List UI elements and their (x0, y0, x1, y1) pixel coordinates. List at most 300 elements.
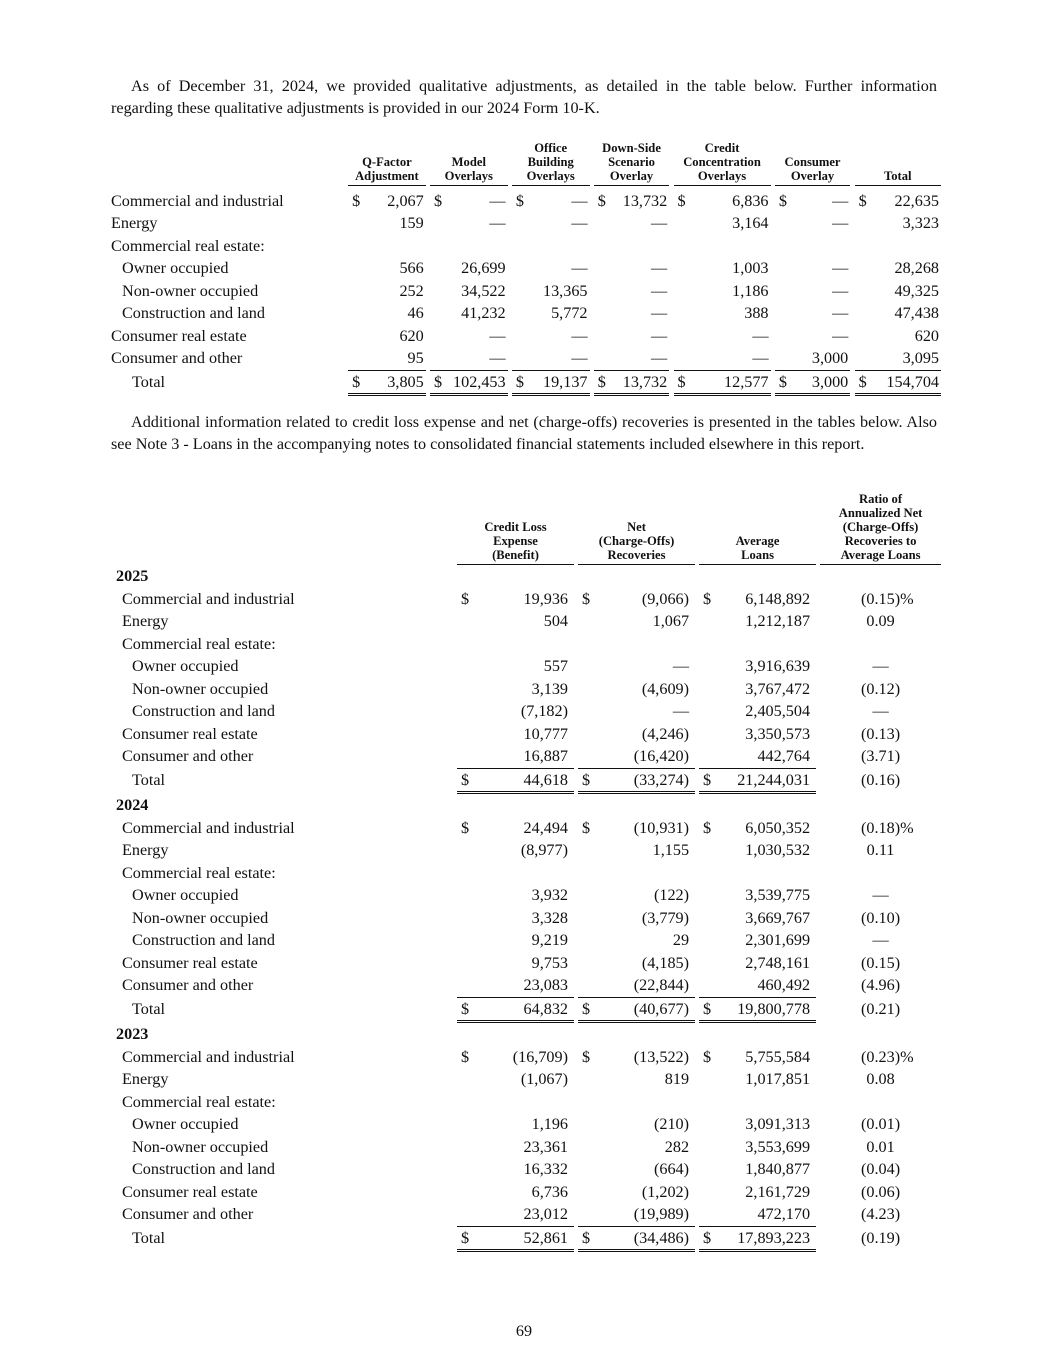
t2-cell-value: 52,861 (477, 1226, 574, 1251)
t2-currency: $ (582, 589, 591, 608)
t2-ratio-cell (820, 633, 941, 656)
t1-currency (512, 347, 534, 370)
t1-currency: $ (430, 370, 452, 395)
t2-cell-value: (7,182) (520, 702, 569, 720)
t2-currency (457, 862, 477, 885)
t2-row-label: Consumer and other (122, 747, 254, 766)
intro-paragraph: As of December 31, 2024, we provided qualitative adjustments, as detailed in the table below. Further information regarding these qualitative adjustments is provided in our 2024 Form 10-K. (111, 77, 937, 117)
t1-currency (775, 257, 797, 280)
t1-cell-value: — (752, 326, 769, 345)
t1-header-line: Overlays (697, 169, 747, 183)
t1-cell-value: — (832, 326, 849, 345)
t2-row-label: Consumer and other (122, 1205, 254, 1224)
t2-currency (578, 884, 598, 907)
t2-year-label: 2024 (116, 796, 149, 814)
t1-header-q-factor-adjustment (348, 141, 426, 186)
t2-ratio-cell (820, 610, 941, 633)
t2-row-non-owner-occupied (111, 678, 941, 701)
t2-header-line: Average Loans (840, 548, 921, 562)
t1-cell-value: 620 (914, 326, 939, 345)
t1-header-line: Consumer (784, 155, 841, 169)
t2-currency: $ (578, 1226, 598, 1251)
t2-currency (699, 745, 719, 768)
t2-header-ratio-of-annualized-net-charge-offs-recoveries-to-average-loans (820, 492, 941, 565)
t1-cell-value: 22,635 (894, 191, 939, 210)
t1-cell-value: — (651, 214, 668, 232)
t2-ratio-cell (820, 588, 941, 611)
t2-row-construction-and-land (111, 929, 941, 952)
t2-currency (578, 655, 598, 678)
t2-currency: $ (699, 768, 719, 793)
t2-cell-value: 1,196 (531, 1115, 569, 1133)
t1-cell-value: 13,732 (615, 370, 669, 395)
t2-ratio-cell (820, 1226, 941, 1251)
t2-cell-value: (9,066) (641, 589, 690, 608)
t1-currency (348, 212, 370, 235)
t1-cell-value: 388 (744, 304, 769, 322)
t2-ratio-cell (820, 884, 941, 907)
t1-header-line: Overlay (790, 169, 835, 183)
t2-currency (578, 1158, 598, 1181)
t2-row-owner-occupied (111, 655, 941, 678)
t2-row-non-owner-occupied (111, 1136, 941, 1159)
t1-cell-value (876, 235, 941, 258)
t2-header-line: Credit Loss (484, 520, 547, 534)
t2-ratio-value: 0.01 (866, 1137, 895, 1156)
t2-cell-value: 21,244,031 (719, 768, 816, 793)
t1-header-model-overlays (430, 141, 508, 186)
t1-row-label: Construction and land (122, 304, 265, 322)
t1-currency (594, 257, 616, 280)
t1-cell-value: 47,438 (894, 304, 939, 322)
t1-currency (348, 235, 370, 258)
t1-currency: $ (597, 191, 606, 210)
t1-currency (348, 280, 370, 303)
t2-currency: $ (703, 818, 712, 837)
t2-cell-value: 2,748,161 (745, 953, 811, 972)
t1-cell-value: — (832, 214, 849, 232)
t1-currency: $ (775, 370, 797, 395)
t1-cell-value (796, 235, 850, 258)
t2-currency (699, 1113, 719, 1136)
t2-cell-value: 16,332 (523, 1160, 569, 1178)
t2-cell-value: (4,246) (641, 724, 690, 743)
t2-row-label: Commercial and industrial (122, 1047, 295, 1066)
t1-row-label: Commercial real estate: (111, 236, 265, 255)
t1-cell-value: 12,577 (695, 370, 770, 395)
t2-ratio-cell (820, 1158, 941, 1181)
t2-currency (578, 678, 598, 701)
t2-currency: $ (703, 1047, 712, 1066)
t1-currency (430, 212, 452, 235)
t2-header-line: Recoveries (607, 548, 666, 562)
t2-row-commercial-and-industrial (111, 588, 941, 611)
t1-currency (775, 280, 797, 303)
t2-ratio-value: (0.18) (860, 818, 901, 837)
t2-row-consumer-and-other (111, 974, 941, 997)
t2-cell-value: (122) (653, 886, 690, 904)
t2-row-consumer-real-estate (111, 1181, 941, 1204)
t2-currency: $ (457, 997, 477, 1022)
t1-currency (674, 212, 696, 235)
t1-currency (512, 212, 534, 235)
t2-ratio-value: — (872, 931, 889, 949)
t2-cell-value: 504 (543, 612, 569, 630)
t1-currency (594, 280, 616, 303)
qualitative-adjustments-table (111, 141, 941, 396)
t1-header-line: Total (884, 169, 912, 183)
t2-row-label: Commercial and industrial (122, 818, 295, 837)
t2-cell-value: 1,017,851 (745, 1070, 811, 1088)
t2-cell-value: (33,274) (598, 768, 695, 793)
t2-ratio-value: (0.23) (860, 1047, 901, 1066)
t1-row-commercial-real-estate (111, 235, 941, 258)
t2-ratio-cell (820, 997, 941, 1022)
t2-cell-value: (664) (653, 1160, 690, 1178)
t2-currency: $ (582, 1047, 591, 1066)
t2-header-line: Expense (493, 534, 538, 548)
t1-cell-value (615, 235, 669, 258)
t1-currency (348, 325, 370, 348)
t2-currency (457, 952, 477, 975)
t2-cell-value: 10,777 (523, 724, 569, 743)
t2-cell-value: 3,916,639 (745, 657, 811, 675)
t1-currency (775, 302, 797, 325)
t1-currency (594, 212, 616, 235)
t1-cell-value: 34,522 (461, 281, 506, 300)
t2-currency (699, 723, 719, 746)
t1-cell-value: — (571, 214, 588, 232)
t2-cell-value: (4,609) (641, 679, 690, 698)
t2-row-label: Owner occupied (132, 1115, 239, 1133)
t2-currency (699, 929, 719, 952)
t1-cell-value: — (651, 326, 668, 345)
t1-cell-value: 28,268 (894, 259, 939, 277)
t1-cell-value: 46 (407, 304, 424, 322)
t2-ratio-cell (820, 952, 941, 975)
t2-ratio-percent: % (900, 1047, 914, 1066)
t1-cell-value: — (489, 191, 506, 210)
t2-currency (457, 974, 477, 997)
t2-header-line: (Charge-Offs) (842, 520, 919, 534)
t1-cell-value: — (533, 347, 589, 370)
t2-row-energy (111, 839, 941, 862)
t2-currency (699, 862, 719, 885)
t1-row-label: Non-owner occupied (122, 281, 259, 300)
t2-cell-value: 472,170 (719, 1203, 816, 1226)
t1-currency (775, 325, 797, 348)
t2-currency (699, 952, 719, 975)
t1-cell-value: 3,000 (796, 347, 850, 370)
t2-header-line: (Charge-Offs) (598, 534, 675, 548)
t2-ratio-cell (820, 974, 941, 997)
t2-header-net-charge-offs-recoveries (578, 492, 695, 565)
t2-cell-value: 6,736 (531, 1182, 569, 1201)
t1-currency (674, 257, 696, 280)
t1-cell-value: 19,137 (533, 370, 589, 395)
t1-currency (430, 347, 452, 370)
t1-currency: $ (352, 191, 361, 210)
t2-cell-value: 9,753 (531, 953, 569, 972)
t1-currency (430, 325, 452, 348)
t1-row-label: Energy (111, 214, 158, 232)
t1-currency (855, 302, 877, 325)
t2-cell-value: 460,492 (719, 974, 816, 997)
t2-year-label: 2025 (116, 567, 149, 585)
t2-cell-value: 2,301,699 (745, 931, 811, 949)
t1-cell-value: 252 (399, 281, 424, 300)
t2-currency (457, 610, 477, 633)
t2-currency: $ (457, 1226, 477, 1251)
t2-cell-value: 3,767,472 (745, 679, 811, 698)
t1-header-line: Building (527, 155, 574, 169)
t2-row-owner-occupied (111, 1113, 941, 1136)
t2-row-owner-occupied (111, 884, 941, 907)
t2-ratio-value: 0.08 (866, 1070, 895, 1088)
t2-ratio-cell (820, 745, 941, 768)
t2-cell-value: 2,405,504 (745, 702, 811, 720)
t1-cell-value: — (651, 304, 668, 322)
t2-ratio-value: (0.16) (860, 771, 901, 789)
t1-cell-value: — (651, 281, 668, 300)
t2-cell-value: 6,148,892 (745, 589, 811, 608)
t2-cell-value: — (672, 702, 690, 720)
t1-currency: $ (855, 370, 877, 395)
t1-currency: $ (434, 191, 443, 210)
t1-currency (855, 280, 877, 303)
t2-currency: $ (461, 818, 470, 837)
t1-currency (775, 212, 797, 235)
t2-cell-value: 3,553,699 (745, 1137, 811, 1156)
t2-row-total (111, 997, 941, 1022)
t2-currency (699, 678, 719, 701)
t1-currency (855, 325, 877, 348)
t1-currency: $ (515, 191, 524, 210)
t2-header-line: (Benefit) (492, 548, 539, 562)
t2-currency (457, 633, 477, 656)
t2-currency (578, 1181, 598, 1204)
t2-row-total (111, 768, 941, 793)
t2-currency (457, 700, 477, 723)
t2-ratio-value: (0.10) (860, 908, 901, 927)
t2-cell-value: 3,139 (531, 679, 569, 698)
t2-row-label: Commercial real estate: (122, 1092, 276, 1111)
t2-ratio-cell (820, 768, 941, 793)
t2-currency (457, 1203, 477, 1226)
t1-cell-value: — (571, 259, 588, 277)
t1-header-line: Overlays (444, 169, 493, 183)
t2-header-line: Annualized Net (838, 506, 923, 520)
t2-ratio-value: (4.23) (860, 1205, 901, 1224)
t2-ratio-cell (820, 862, 941, 885)
t2-ratio-percent: % (900, 589, 914, 608)
t2-cell-value: 819 (664, 1070, 690, 1088)
t1-currency (674, 302, 696, 325)
t2-currency (699, 839, 719, 862)
t2-cell-value: (34,486) (598, 1226, 695, 1251)
t2-row-label: Construction and land (132, 1160, 275, 1178)
t2-cell-value: 64,832 (477, 997, 574, 1022)
t2-row-label: Total (132, 1229, 166, 1247)
t2-row-energy (111, 1068, 941, 1091)
t1-row-label: Commercial and industrial (111, 191, 284, 210)
t2-cell-value: 3,350,573 (745, 724, 811, 743)
t2-ratio-value: (0.12) (860, 679, 901, 698)
t2-row-construction-and-land (111, 700, 941, 723)
t2-currency (457, 678, 477, 701)
t1-currency (348, 302, 370, 325)
t2-row-non-owner-occupied (111, 907, 941, 930)
t1-row-consumer-real-estate (111, 325, 941, 348)
t1-cell-value: 13,732 (622, 191, 668, 210)
t2-ratio-cell (820, 655, 941, 678)
t2-cell-value: (10,931) (633, 818, 690, 837)
t2-cell-value: 1,155 (652, 841, 690, 859)
t1-cell-value: 2,067 (387, 191, 424, 210)
t2-cell-value: 17,893,223 (719, 1226, 816, 1251)
t2-ratio-cell (820, 839, 941, 862)
t1-header-line: Overlay (609, 169, 654, 183)
t2-currency (578, 1068, 598, 1091)
t2-cell-value: 23,361 (523, 1137, 569, 1156)
t1-currency: $ (512, 370, 534, 395)
t1-row-commercial-and-industrial (111, 190, 941, 213)
t2-cell-value (477, 1091, 574, 1114)
t2-ratio-cell (820, 700, 941, 723)
t2-row-consumer-and-other (111, 745, 941, 768)
t1-cell-value: 1,186 (732, 281, 769, 300)
t2-row-label: Energy (122, 1070, 169, 1088)
t2-row-label: Consumer real estate (122, 953, 258, 972)
t1-cell-value: — (651, 259, 668, 277)
t2-ratio-cell (820, 1136, 941, 1159)
t2-cell-value: (13,522) (633, 1047, 690, 1066)
t1-cell-value: — (832, 259, 849, 277)
t2-header-credit-loss-expense-benefit (457, 492, 574, 565)
t2-currency (699, 907, 719, 930)
t1-currency (775, 235, 797, 258)
t2-cell-value: 29 (672, 931, 690, 949)
t2-cell-value: (1,202) (641, 1182, 690, 1201)
t2-currency: $ (699, 1226, 719, 1251)
t1-cell-value: 159 (399, 214, 424, 232)
t1-row-label: Consumer and other (111, 349, 243, 368)
t2-currency (578, 862, 598, 885)
t1-row-label: Consumer real estate (111, 326, 247, 345)
t1-currency (674, 235, 696, 258)
t1-cell-value: — (832, 281, 849, 300)
t2-currency: $ (461, 1047, 470, 1066)
t2-cell-value: 282 (664, 1137, 690, 1156)
t1-row-label: Total (132, 373, 166, 391)
t2-row-label: Construction and land (132, 702, 275, 720)
t2-year-row-2023 (111, 1022, 941, 1046)
t2-currency: $ (578, 997, 598, 1022)
t2-ratio-cell (820, 1113, 941, 1136)
t2-ratio-value: (4.96) (860, 976, 901, 995)
t1-cell-value (695, 235, 770, 258)
t1-row-label: Owner occupied (122, 259, 229, 277)
t2-ratio-cell (820, 1046, 941, 1069)
t1-currency (855, 235, 877, 258)
t2-row-label: Consumer real estate (122, 1182, 258, 1201)
t2-cell-value: — (672, 657, 690, 675)
t1-cell-value: 3,000 (796, 370, 850, 395)
t1-currency (674, 325, 696, 348)
t2-currency: $ (699, 997, 719, 1022)
t2-currency (457, 884, 477, 907)
t2-ratio-cell (820, 678, 941, 701)
t2-currency (578, 839, 598, 862)
t1-cell-value: — (695, 347, 770, 370)
t2-cell-value: 19,936 (523, 589, 569, 608)
t2-currency (578, 1113, 598, 1136)
t2-cell-value (477, 633, 574, 656)
t2-row-consumer-and-other (111, 1203, 941, 1226)
t2-cell-value: 9,219 (531, 931, 569, 949)
t1-currency (674, 280, 696, 303)
t2-ratio-cell (820, 723, 941, 746)
t1-currency (512, 280, 534, 303)
t2-header-line: Ratio of (859, 492, 903, 506)
t2-currency (578, 1091, 598, 1114)
t2-currency (457, 1091, 477, 1114)
t2-currency: $ (457, 768, 477, 793)
t2-currency (699, 633, 719, 656)
t1-header-line: Concentration (683, 155, 761, 169)
t2-ratio-value: — (872, 886, 889, 904)
t1-currency: $ (858, 191, 867, 210)
t1-cell-value: 566 (399, 259, 424, 277)
t2-cell-value: 23,083 (477, 974, 574, 997)
t1-header-line: Adjustment (355, 169, 419, 183)
t1-header-line: Down-Side (602, 141, 661, 155)
t2-header-line: Recoveries to (844, 534, 917, 548)
t2-cell-value: 1,030,532 (745, 841, 811, 859)
t1-cell-value: 26,699 (461, 259, 506, 277)
t1-currency (855, 212, 877, 235)
t2-header-row (111, 492, 941, 565)
t1-cell-value: — (571, 191, 588, 210)
t2-ratio-value: 0.11 (866, 841, 895, 859)
t1-currency (674, 347, 696, 370)
t2-row-label: Consumer real estate (122, 724, 258, 743)
t1-cell-value: 41,232 (461, 304, 506, 322)
t2-row-label: Consumer and other (122, 976, 254, 995)
t2-row-label: Energy (122, 841, 169, 859)
t1-cell-value: — (832, 304, 849, 322)
t2-row-commercial-and-industrial (111, 1046, 941, 1069)
t2-currency (457, 907, 477, 930)
t1-currency (348, 347, 370, 370)
t1-cell-value: 102,453 (452, 370, 508, 395)
t2-ratio-value: (0.21) (860, 1000, 901, 1018)
t1-currency (348, 257, 370, 280)
t2-currency (578, 974, 598, 997)
t2-cell-value: (40,677) (598, 997, 695, 1022)
t2-currency (699, 655, 719, 678)
t2-header-line: Average (735, 534, 780, 548)
t2-currency (578, 952, 598, 975)
t1-header-line: Office (534, 141, 568, 155)
t2-currency: $ (578, 768, 598, 793)
t2-currency (699, 884, 719, 907)
t2-cell-value: 3,669,767 (745, 908, 811, 927)
t1-header-line: Overlays (526, 169, 575, 183)
t1-currency (512, 325, 534, 348)
t2-cell-value: 3,932 (531, 886, 569, 904)
t2-ratio-value: (0.06) (860, 1182, 901, 1201)
